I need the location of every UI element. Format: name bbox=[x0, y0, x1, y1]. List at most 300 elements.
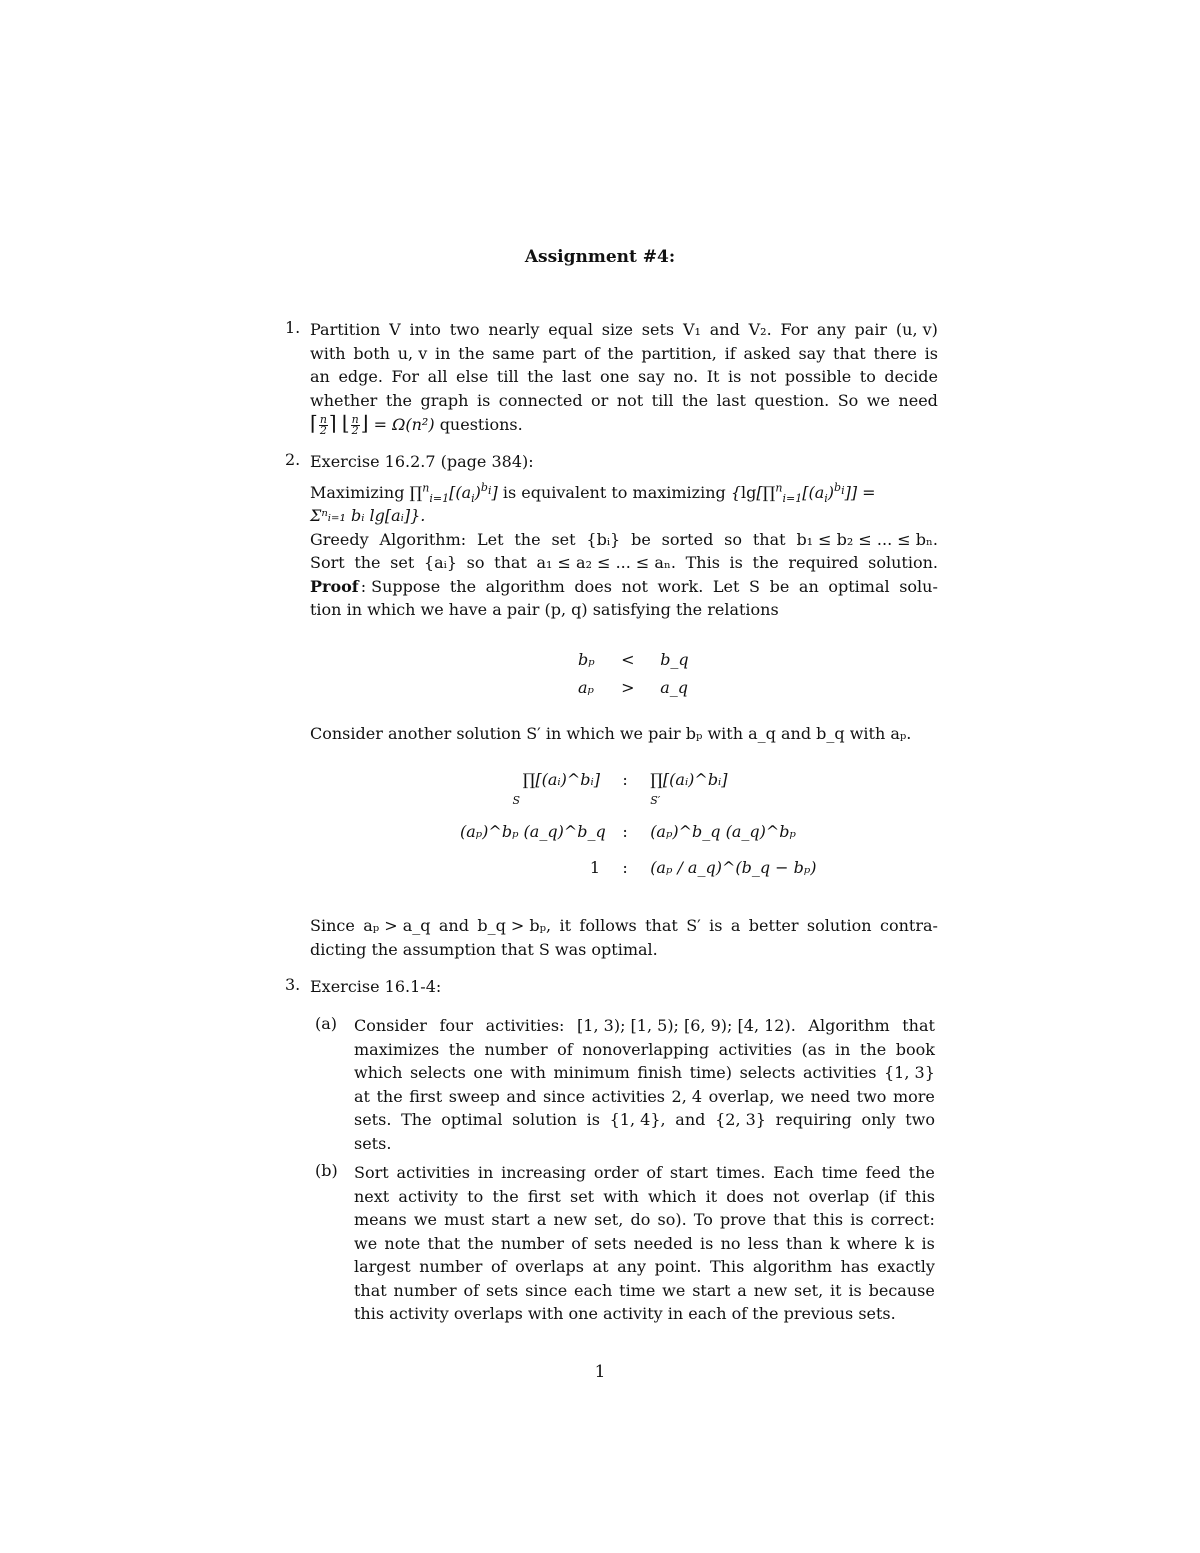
comparison-operator: : bbox=[622, 858, 628, 877]
word: Sort bbox=[354, 1163, 389, 1182]
word: For bbox=[391, 367, 420, 386]
text-fragment: Maximizing bbox=[310, 482, 405, 502]
word: and bbox=[438, 916, 469, 935]
word: till bbox=[651, 390, 674, 410]
word: and bbox=[506, 1086, 537, 1106]
word: point. bbox=[654, 1257, 702, 1276]
word: the bbox=[607, 343, 634, 363]
word: aₚ > a_q bbox=[363, 916, 431, 935]
word: {1, 4}, bbox=[609, 1110, 666, 1129]
word: more bbox=[892, 1086, 935, 1106]
word: sets bbox=[594, 1233, 627, 1253]
word: algorithm bbox=[485, 576, 565, 596]
comparison-operator: : bbox=[622, 770, 628, 789]
word: So bbox=[837, 390, 859, 410]
word: (u, v) bbox=[895, 320, 938, 339]
word: b_q > bₚ, bbox=[477, 916, 552, 935]
word: follows bbox=[579, 916, 637, 935]
word: asked bbox=[743, 343, 791, 363]
word: solu- bbox=[899, 576, 938, 596]
part-label: (b) bbox=[315, 1161, 338, 1180]
word: Let bbox=[476, 529, 504, 549]
word: is bbox=[700, 1233, 714, 1253]
word: sets bbox=[485, 1280, 519, 1300]
word: it bbox=[559, 916, 572, 935]
page-title: Assignment #4: bbox=[524, 247, 676, 267]
word: largest bbox=[354, 1257, 411, 1276]
word: last bbox=[716, 390, 746, 410]
word: V₂. bbox=[748, 320, 772, 339]
word: the bbox=[449, 576, 477, 596]
text-line bbox=[354, 1161, 935, 1185]
text-line bbox=[354, 1255, 935, 1279]
text-line bbox=[310, 575, 938, 599]
word: times. bbox=[715, 1163, 766, 1182]
omega-expression: = Ω(n²) bbox=[373, 415, 435, 434]
word: This bbox=[709, 1257, 745, 1276]
part-b-body bbox=[354, 1161, 935, 1326]
word: start bbox=[692, 1280, 731, 1300]
word: time) bbox=[689, 1063, 732, 1082]
word: the bbox=[448, 1039, 475, 1059]
word: it bbox=[830, 1280, 842, 1300]
word: new bbox=[553, 1210, 587, 1229]
word: has bbox=[840, 1257, 869, 1276]
word: {2, 3} bbox=[715, 1110, 766, 1129]
comparison-left: 1 bbox=[589, 858, 600, 877]
comparison-right: (aₚ / a_q)^(b_q − bₚ) bbox=[650, 858, 817, 877]
word: maximizes bbox=[354, 1039, 440, 1059]
word: the bbox=[467, 1233, 494, 1253]
text-line bbox=[310, 342, 938, 366]
word: is bbox=[728, 367, 742, 386]
word: with bbox=[510, 1063, 546, 1082]
word: both bbox=[353, 343, 390, 363]
word: time bbox=[821, 1163, 858, 1182]
word: set bbox=[551, 529, 576, 549]
comparison-right: ∏[(aᵢ)^bᵢ] S′ bbox=[650, 770, 728, 807]
word: the bbox=[681, 390, 709, 410]
word: k bbox=[829, 1233, 840, 1253]
word: Greedy bbox=[310, 529, 369, 549]
text-line bbox=[354, 1279, 935, 1303]
text-line bbox=[354, 1108, 935, 1132]
word: next bbox=[354, 1186, 390, 1206]
word: two bbox=[905, 1110, 935, 1129]
word: selects bbox=[739, 1063, 796, 1082]
word: feed bbox=[865, 1163, 901, 1182]
word: Algorithm: bbox=[379, 529, 467, 549]
word: first bbox=[409, 1086, 443, 1106]
product-expression: $\prod^n_{i=1}[(a_i)^{b_i}]$ bbox=[409, 481, 498, 505]
word: sets bbox=[641, 320, 675, 339]
word: that bbox=[354, 1280, 387, 1300]
word: k bbox=[904, 1233, 915, 1253]
text-line bbox=[310, 389, 938, 413]
word: Each bbox=[773, 1163, 814, 1182]
word: possible bbox=[784, 367, 852, 386]
word: is bbox=[848, 1280, 862, 1300]
word: all bbox=[427, 367, 448, 386]
word: the bbox=[527, 367, 554, 386]
word: part bbox=[542, 343, 577, 363]
word: better bbox=[748, 916, 799, 935]
word: that bbox=[773, 1210, 806, 1229]
word: book bbox=[895, 1039, 935, 1059]
word: is bbox=[709, 916, 723, 935]
word: activities bbox=[803, 1063, 877, 1082]
word: this bbox=[813, 1210, 844, 1229]
word: must bbox=[444, 1210, 485, 1229]
word: that bbox=[427, 1233, 461, 1253]
word: For bbox=[780, 320, 809, 339]
word: algorithm bbox=[752, 1257, 833, 1276]
word: of bbox=[646, 1163, 662, 1182]
log-product-expression: {$\lg[\prod^n_{i=1}[(a_i)^{b_i}]]$ = bbox=[730, 481, 876, 505]
word: Since bbox=[310, 916, 355, 935]
word: is bbox=[729, 553, 743, 572]
word: Partition bbox=[310, 320, 381, 339]
word: one bbox=[599, 367, 630, 386]
word: This bbox=[685, 553, 720, 572]
word: whether bbox=[310, 390, 378, 410]
word: and bbox=[709, 320, 740, 339]
word: set, bbox=[594, 1210, 624, 1229]
word: is bbox=[924, 343, 938, 363]
word: question. bbox=[754, 390, 830, 410]
exercise-heading: Exercise 16.2.7 (page 384): bbox=[310, 452, 534, 471]
word: we bbox=[780, 1086, 805, 1106]
text-line bbox=[354, 1232, 935, 1256]
word: since bbox=[525, 1280, 568, 1300]
word: two bbox=[449, 320, 480, 339]
text-line: dicting the assumption that S was optimal. bbox=[310, 939, 658, 959]
word: edge. bbox=[338, 367, 383, 386]
word: is bbox=[921, 1233, 935, 1253]
text-line bbox=[310, 365, 938, 389]
word: Consider bbox=[354, 1016, 427, 1035]
word: not bbox=[616, 390, 644, 410]
word: that bbox=[494, 553, 527, 572]
page-number: 1 bbox=[594, 1362, 606, 1382]
word: The bbox=[401, 1110, 432, 1129]
word: needed bbox=[633, 1233, 693, 1253]
word: does bbox=[726, 1186, 764, 1206]
word: and bbox=[675, 1110, 706, 1129]
comparison-left: (aₚ)^bₚ (a_q)^b_q bbox=[460, 822, 606, 841]
word: the bbox=[385, 390, 413, 410]
word: activities bbox=[718, 1039, 793, 1059]
word: the bbox=[908, 1163, 935, 1182]
word: is bbox=[586, 1110, 600, 1129]
word: or bbox=[591, 390, 609, 410]
word: a bbox=[737, 1280, 747, 1300]
word: be bbox=[631, 529, 651, 549]
word: say bbox=[637, 367, 665, 386]
word: this bbox=[904, 1186, 935, 1206]
word: start bbox=[669, 1163, 709, 1182]
word: {aᵢ} bbox=[423, 553, 458, 572]
word: set bbox=[570, 1186, 595, 1206]
word: activities bbox=[591, 1086, 666, 1106]
word: [1, 3); [1, 5); [6, 9); [4, 12). bbox=[577, 1016, 796, 1035]
word: we bbox=[866, 390, 890, 410]
word: S′ bbox=[686, 916, 701, 935]
word: u, v bbox=[397, 343, 428, 363]
word: activity bbox=[398, 1186, 459, 1206]
word: not bbox=[749, 367, 777, 386]
word: there bbox=[873, 343, 917, 363]
word: note bbox=[384, 1233, 421, 1253]
word: a₁ ≤ a₂ ≤ ... ≤ aₙ. bbox=[536, 553, 676, 572]
word: V bbox=[389, 320, 401, 339]
word: one bbox=[473, 1063, 503, 1082]
text-line: ⌈ $\frac{n}{2}$ ⌉ ⌊ $\frac{n}{2}$ ⌋ = Ω(n²) questions. bbox=[310, 411, 523, 437]
word: increasing bbox=[501, 1163, 587, 1182]
part-label: (a) bbox=[315, 1014, 338, 1033]
word: prove bbox=[720, 1210, 767, 1229]
text-line bbox=[354, 1085, 935, 1109]
word: last bbox=[562, 367, 592, 386]
word: need bbox=[810, 1086, 851, 1106]
question-number: 1. bbox=[285, 318, 301, 337]
word: is bbox=[850, 1210, 864, 1229]
word: sweep bbox=[448, 1086, 500, 1106]
comparison-row bbox=[500, 770, 728, 808]
comparison-left: ∏[(aᵢ)^bᵢ] S bbox=[512, 770, 600, 807]
word: solution. bbox=[868, 553, 938, 572]
word: number bbox=[500, 1233, 564, 1253]
word: pair bbox=[854, 320, 888, 339]
word: the bbox=[514, 529, 541, 549]
word: overlaps bbox=[515, 1257, 584, 1276]
word: so bbox=[724, 529, 743, 549]
word: {bᵢ} bbox=[586, 529, 621, 549]
word: work. bbox=[657, 576, 704, 596]
word: which bbox=[648, 1186, 697, 1206]
text-line: Consider another solution S′ in which we pair bₚ with a_q and b_q with aₚ. bbox=[310, 724, 912, 743]
word: the bbox=[752, 553, 779, 572]
word: number bbox=[484, 1039, 548, 1059]
word: (as bbox=[801, 1039, 826, 1059]
word: no bbox=[720, 1233, 741, 1253]
relation-operator: < bbox=[621, 650, 635, 669]
word: because bbox=[868, 1280, 935, 1300]
proof-text bbox=[361, 575, 938, 599]
word: need bbox=[898, 390, 938, 410]
word: the bbox=[492, 1186, 519, 1206]
word: optimal bbox=[441, 1110, 503, 1129]
word: with bbox=[310, 343, 346, 363]
word: four bbox=[439, 1016, 473, 1035]
word: we bbox=[413, 1210, 438, 1229]
relation-row bbox=[578, 678, 688, 697]
word: in bbox=[435, 343, 451, 363]
comparison-right: (aₚ)^b_q (a_q)^bₚ bbox=[650, 822, 796, 841]
word: an bbox=[798, 576, 819, 596]
word: first bbox=[527, 1186, 561, 1206]
word: into bbox=[409, 320, 441, 339]
relation-operator: > bbox=[621, 678, 635, 697]
word: To bbox=[693, 1210, 713, 1229]
question-2-body bbox=[310, 450, 938, 959]
word: only bbox=[861, 1110, 896, 1129]
word: the bbox=[458, 343, 485, 363]
word: 2, 4 bbox=[671, 1086, 703, 1106]
word: minimum bbox=[553, 1063, 630, 1082]
text-line bbox=[354, 1038, 935, 1062]
word: the bbox=[354, 553, 381, 572]
word: decide bbox=[884, 367, 938, 386]
word: to bbox=[467, 1186, 484, 1206]
word: do bbox=[630, 1210, 651, 1229]
word: {1, 3} bbox=[884, 1063, 935, 1082]
word: that bbox=[902, 1016, 935, 1035]
word: if bbox=[724, 343, 736, 363]
word: not bbox=[773, 1186, 800, 1206]
question-3-body bbox=[310, 975, 938, 999]
text-line bbox=[310, 528, 938, 552]
word: graph bbox=[420, 390, 469, 410]
text-line bbox=[354, 1185, 935, 1209]
word: since bbox=[542, 1086, 586, 1106]
word: contra- bbox=[879, 916, 938, 935]
question-number: 2. bbox=[285, 450, 301, 469]
comparison-operator: : bbox=[622, 822, 628, 841]
word: nonoverlapping bbox=[582, 1039, 710, 1059]
word: we bbox=[354, 1233, 378, 1253]
word: less bbox=[747, 1233, 779, 1253]
text-line bbox=[310, 551, 938, 575]
relation-row bbox=[578, 650, 689, 669]
word: two bbox=[856, 1086, 887, 1106]
question-number: 3. bbox=[285, 975, 301, 994]
word: order bbox=[593, 1163, 639, 1182]
text-fragment: questions. bbox=[439, 415, 523, 434]
word: S bbox=[749, 576, 760, 596]
word: than bbox=[786, 1233, 823, 1253]
word: in bbox=[477, 1163, 494, 1182]
text-line bbox=[310, 914, 938, 938]
relation-left: bₚ bbox=[578, 650, 595, 669]
word: equal bbox=[548, 320, 593, 339]
word: Algorithm bbox=[808, 1016, 890, 1035]
word: which bbox=[354, 1063, 403, 1082]
word: solution bbox=[806, 916, 872, 935]
fraction: $\frac{n}{2}$ bbox=[319, 413, 327, 437]
fraction: $\frac{n}{2}$ bbox=[351, 413, 359, 437]
text-line bbox=[354, 1061, 935, 1085]
word: : Suppose bbox=[360, 576, 441, 596]
word: any bbox=[816, 320, 846, 339]
word: activities bbox=[396, 1163, 470, 1182]
part-a-body bbox=[354, 1014, 935, 1155]
word: optimal bbox=[828, 576, 890, 596]
word: means bbox=[354, 1210, 407, 1229]
word: sets. bbox=[354, 1110, 392, 1129]
relation-left: aₚ bbox=[578, 678, 594, 697]
word: does bbox=[574, 576, 612, 596]
word: we bbox=[662, 1280, 686, 1300]
word: set, bbox=[794, 1280, 824, 1300]
word: same bbox=[492, 343, 535, 363]
word: partition, bbox=[641, 343, 717, 363]
text-line: this activity overlaps with one activity in each of the previous sets. bbox=[354, 1304, 896, 1323]
comparison-row bbox=[460, 822, 796, 841]
text-line bbox=[310, 481, 938, 505]
word: time bbox=[619, 1280, 656, 1300]
word: it bbox=[705, 1186, 718, 1206]
word: number bbox=[393, 1280, 457, 1300]
conclusion bbox=[310, 914, 938, 961]
word: start bbox=[491, 1210, 530, 1229]
question-1-body bbox=[310, 318, 938, 438]
word: where bbox=[846, 1233, 898, 1253]
word: a bbox=[536, 1210, 547, 1229]
word: at bbox=[354, 1086, 370, 1106]
word: sorted bbox=[661, 529, 714, 549]
text-line: tion in which we have a pair (p, q) satisfying the relations bbox=[310, 600, 779, 619]
text-line: sets. bbox=[354, 1133, 392, 1153]
word: so bbox=[466, 553, 485, 572]
text-line bbox=[354, 1014, 935, 1038]
word: each bbox=[574, 1280, 613, 1300]
word: solution bbox=[512, 1110, 577, 1129]
word: correct: bbox=[870, 1210, 935, 1229]
sum-expression: Σⁿᵢ₌₁ bᵢ lg[aᵢ]}. bbox=[310, 506, 426, 525]
word: of bbox=[463, 1280, 480, 1300]
word: is bbox=[476, 390, 491, 410]
comparison-row bbox=[500, 858, 817, 877]
word: in bbox=[835, 1039, 851, 1059]
word: exactly bbox=[877, 1257, 935, 1276]
word: selects bbox=[409, 1063, 466, 1082]
word: new bbox=[753, 1280, 788, 1300]
word: set bbox=[390, 553, 415, 572]
word: required bbox=[788, 553, 859, 572]
word: overlap bbox=[808, 1186, 870, 1206]
word: no. bbox=[673, 367, 699, 386]
word: so). bbox=[657, 1210, 687, 1229]
word: overlap, bbox=[708, 1086, 775, 1106]
word: activities: bbox=[485, 1016, 565, 1035]
word: of bbox=[571, 1233, 587, 1253]
word: any bbox=[617, 1257, 647, 1276]
word: of bbox=[557, 1039, 573, 1059]
word: It bbox=[706, 367, 720, 386]
word: be bbox=[769, 576, 790, 596]
relation-right: a_q bbox=[660, 678, 688, 697]
word: of bbox=[490, 1257, 507, 1276]
word: with bbox=[603, 1186, 639, 1206]
word: to bbox=[859, 367, 876, 386]
word: say bbox=[798, 343, 826, 363]
word: nearly bbox=[488, 320, 540, 339]
word: requiring bbox=[775, 1110, 852, 1129]
relation-right: b_q bbox=[660, 650, 689, 669]
word: a bbox=[730, 916, 741, 935]
word: the bbox=[376, 1086, 403, 1106]
word: at bbox=[592, 1257, 609, 1276]
word: connected bbox=[498, 390, 583, 410]
word: size bbox=[601, 320, 633, 339]
text-fragment: is equivalent to maximizing bbox=[502, 482, 726, 502]
text-line bbox=[354, 1208, 935, 1232]
exercise-heading: Exercise 16.1-4: bbox=[310, 977, 442, 996]
text-line bbox=[310, 318, 938, 342]
proof-label: Proof bbox=[310, 576, 359, 596]
word: V₁ bbox=[682, 320, 701, 339]
